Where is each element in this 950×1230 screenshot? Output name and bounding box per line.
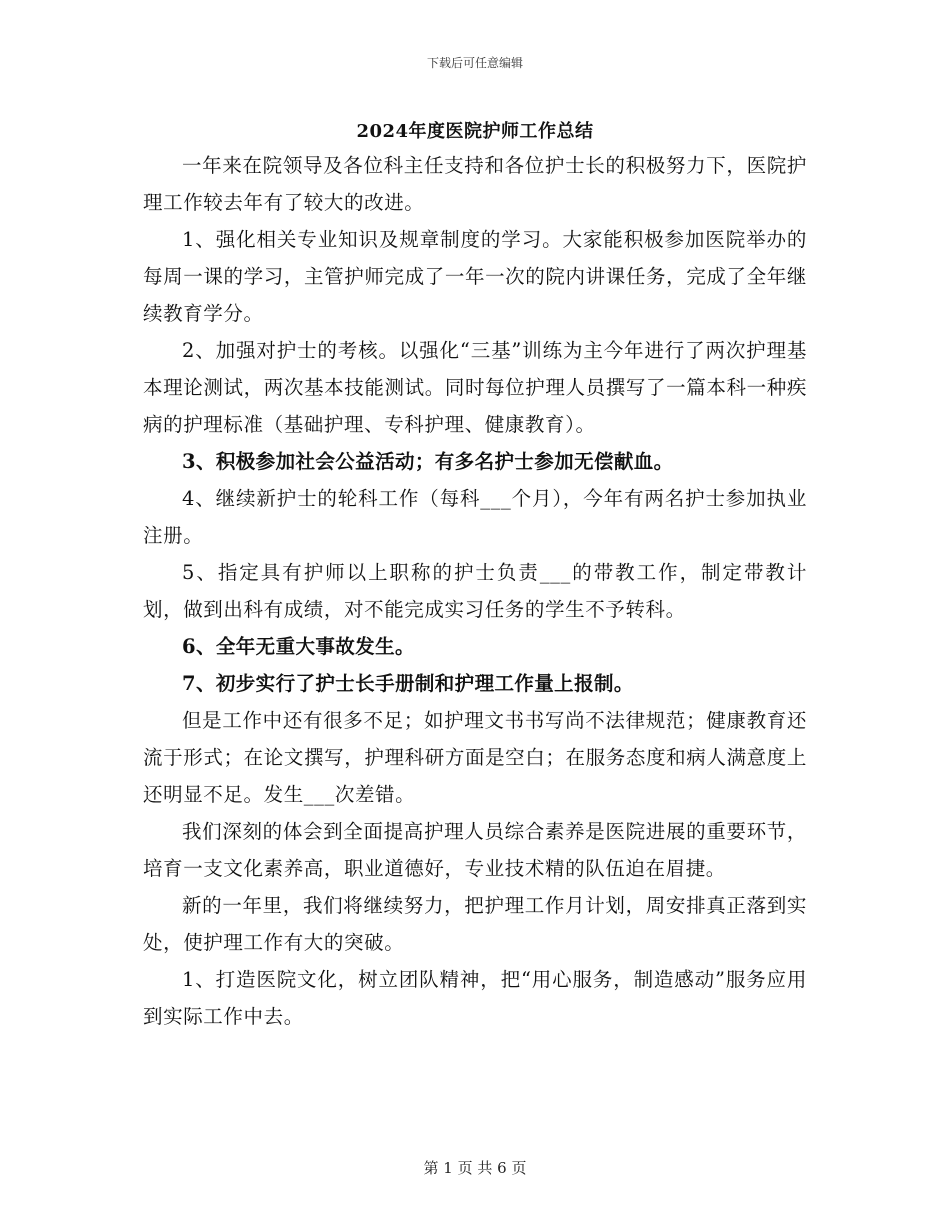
paragraph: 2、加强对护士的考核。以强化“三基”训练为主今年进行了两次护理基本理论测试，两次基本技能测试。同时每位护理人员撰写了一篇本科一种疾病的护理标准（基础护理、专科护理、健康教育）。: [143, 339, 807, 436]
paragraph: 7、初步实行了护士长手册制和护理工作量上报制。: [182, 672, 634, 695]
paragraph: 但是工作中还有很多不足；如护理文书书写尚不法律规范；健康教育还流于形式；在论文撰写，护理科研方面是空白；在服务态度和病人满意度上还明显不足。发生___次差错。: [143, 709, 807, 806]
paragraph: 1、打造医院文化，树立团队精神，把“用心服务，制造感动”服务应用到实际工作中去。: [143, 968, 807, 1028]
paragraph: 新的一年里，我们将继续努力，把护理工作月计划，周安排真正落到实处，使护理工作有大的突破。: [143, 894, 807, 954]
document-title: 2024年度医院护师工作总结: [356, 121, 594, 142]
paragraph: 3、积极参加社会公益活动；有多名护士参加无偿献血。: [182, 450, 674, 473]
page-header-note: 下载后可任意编辑: [426, 56, 523, 70]
paragraph: 5、指定具有护师以上职称的护士负责___的带教工作，制定带教计划，做到出科有成绩，对不能完成实习任务的学生不予转科。: [143, 561, 807, 621]
document-body: [143, 147, 807, 1035]
paragraph: 我们深刻的体会到全面提高护理人员综合素养是医院进展的重要环节，培育一支文化素养高，职业道德好，专业技术精的队伍迫在眉捷。: [143, 820, 807, 880]
paragraph: 一年来在院领导及各位科主任支持和各位护士长的积极努力下，医院护理工作较去年有了较大的改进。: [143, 154, 807, 214]
paragraph: 6、全年无重大事故发生。: [182, 635, 415, 658]
paragraph: 1、强化相关专业知识及规章制度的学习。大家能积极参加医院举办的每周一课的学习，主管护师完成了一年一次的院内讲课任务，完成了全年继续教育学分。: [143, 228, 807, 325]
paragraph: 4、继续新护士的轮科工作（每科___个月），今年有两名护士参加执业注册。: [143, 487, 807, 547]
page-number: 第 1 页 共 6 页: [423, 1159, 527, 1177]
